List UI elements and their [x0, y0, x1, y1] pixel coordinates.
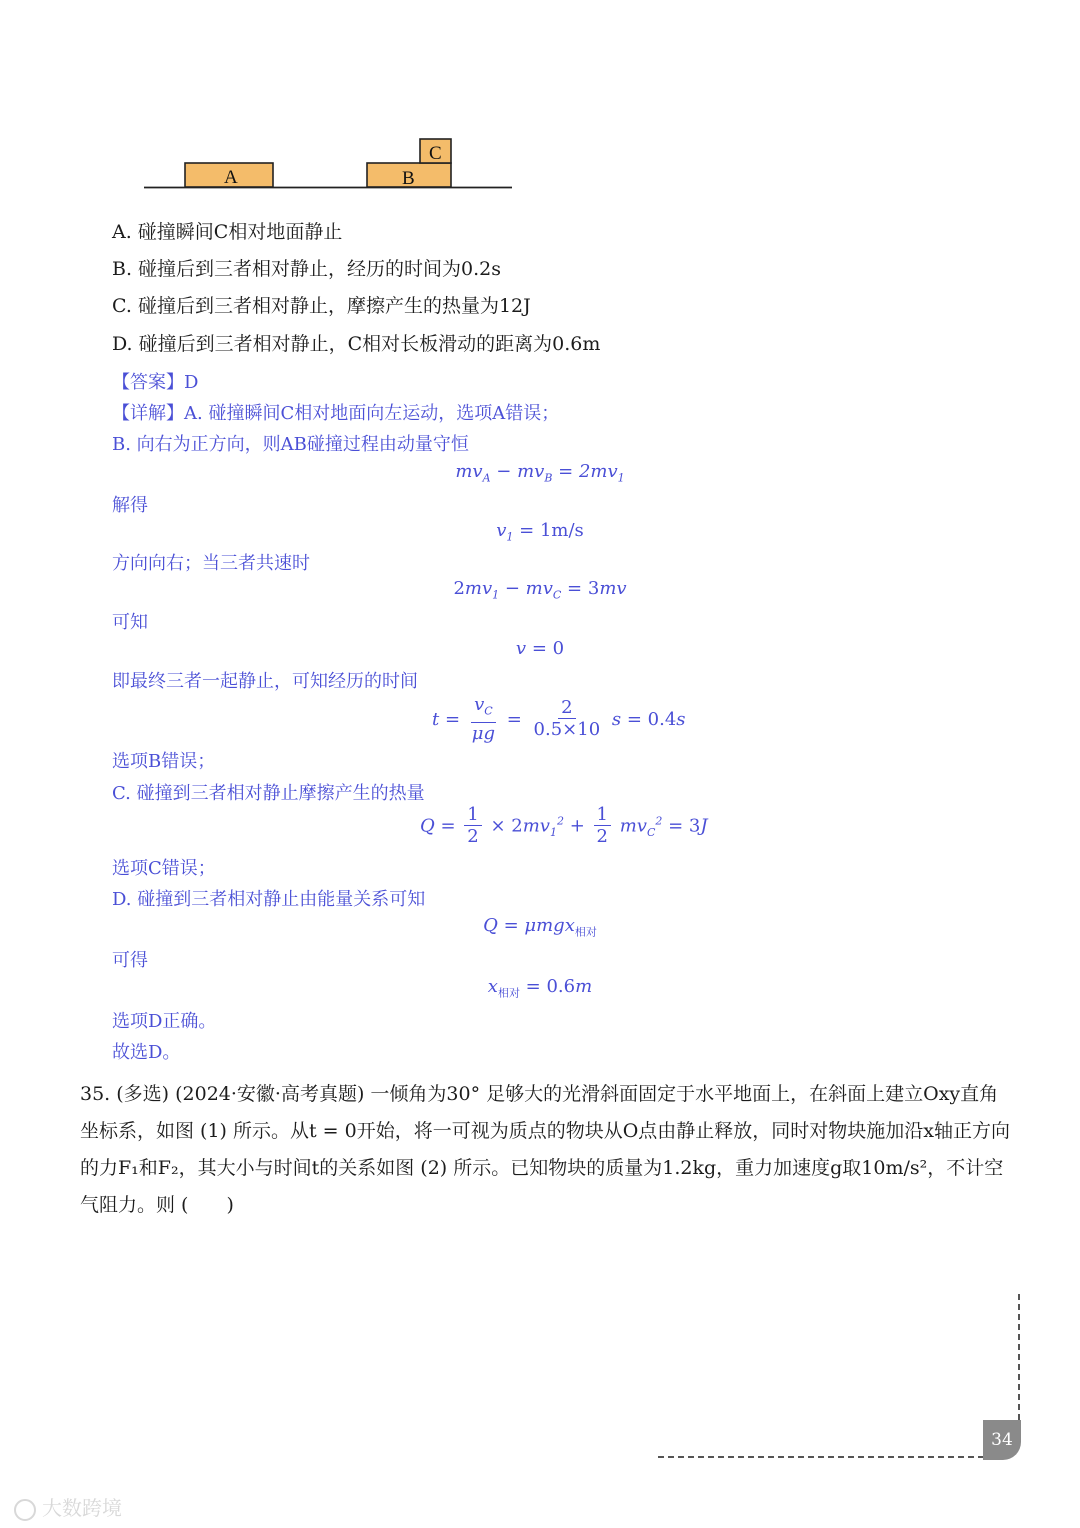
page-border-vertical	[1018, 1294, 1020, 1420]
equation-4: v = 0	[515, 638, 565, 659]
option-b: B. 碰撞后到三者相对静止，经历的时间为0.2s	[112, 258, 502, 280]
solution-line-9: 选项C错误；	[112, 858, 216, 879]
collision-figure	[140, 136, 520, 192]
equation-3: $2mv_1 - mv_C = 3mv$	[453, 578, 627, 602]
solution-line-7: 选项B错误；	[112, 751, 216, 772]
question-35: 35. (多选) (2024·安徽·高考真题) 一倾角为30° 足够大的光滑斜面固定于水平地面上，在斜面上建立Oxy直角坐标系，如图 (1) 所示。从t = 0开始，将一可视为质点的物块从O点由静止释放，同时对物块施加沿x轴正方向的力F₁和F₂，其大小与时间t的关系如图 (2) 所示。已知物块的质量为1.2kg，重力加速度g取10m/s²，不计空气阻力。则 ( )	[80, 1083, 1011, 1216]
solution-line-8: C. 碰撞到三者相对静止摩擦产生的热量	[112, 783, 425, 804]
equation-7: Q = μmgx$_{相对}$	[483, 915, 597, 939]
block-c-label: C	[429, 143, 442, 164]
equation-2: $v_1 = 1m/s$	[496, 520, 584, 544]
solution-line-4: 方向向右；当三者共速时	[112, 553, 310, 574]
page-number: 34	[983, 1420, 1021, 1460]
answer-line: 【答案】D	[112, 372, 199, 393]
solution-line-1: 【详解】A. 碰撞瞬间C相对地面向左运动，选项A错误；	[112, 403, 560, 424]
watermark-logo-icon	[14, 1499, 36, 1521]
equation-6: Q = $\frac{1}{2}$ × $2mv_1^2$ + $\frac{1}{2}$ $mv_C^2 = 3J$	[420, 804, 708, 847]
solution-line-13: 故选D。	[112, 1042, 181, 1063]
solution-line-6: 即最终三者一起静止，可知经历的时间	[112, 671, 418, 692]
watermark: 大数跨境	[14, 1492, 122, 1521]
solution-line-11: 可得	[112, 950, 148, 971]
solution-line-3: 解得	[112, 495, 148, 516]
equation-1: $mv_A - mv_B = 2mv_1$	[455, 461, 625, 485]
page-border-horizontal	[658, 1456, 984, 1458]
option-c: C. 碰撞后到三者相对静止，摩擦产生的热量为12J	[112, 295, 531, 317]
option-d: D. 碰撞后到三者相对静止，C相对长板滑动的距离为0.6m	[112, 333, 601, 355]
equation-8: $x_{相对} = 0.6m$	[487, 976, 593, 1000]
solution-line-5: 可知	[112, 612, 148, 633]
solution-line-12: 选项D正确。	[112, 1011, 217, 1032]
block-a-label: A	[224, 167, 238, 188]
option-a: A. 碰撞瞬间C相对地面静止	[112, 221, 343, 243]
solution-line-2: B. 向右为正方向，则AB碰撞过程由动量守恒	[112, 434, 469, 455]
block-b-label: B	[402, 168, 415, 189]
equation-5: t = $\frac{v_C}{\mu g}$ = $\frac{2}{0.5\times 10}$ s = 0.4s	[432, 694, 686, 744]
solution-line-10: D. 碰撞到三者相对静止由能量关系可知	[112, 889, 426, 910]
